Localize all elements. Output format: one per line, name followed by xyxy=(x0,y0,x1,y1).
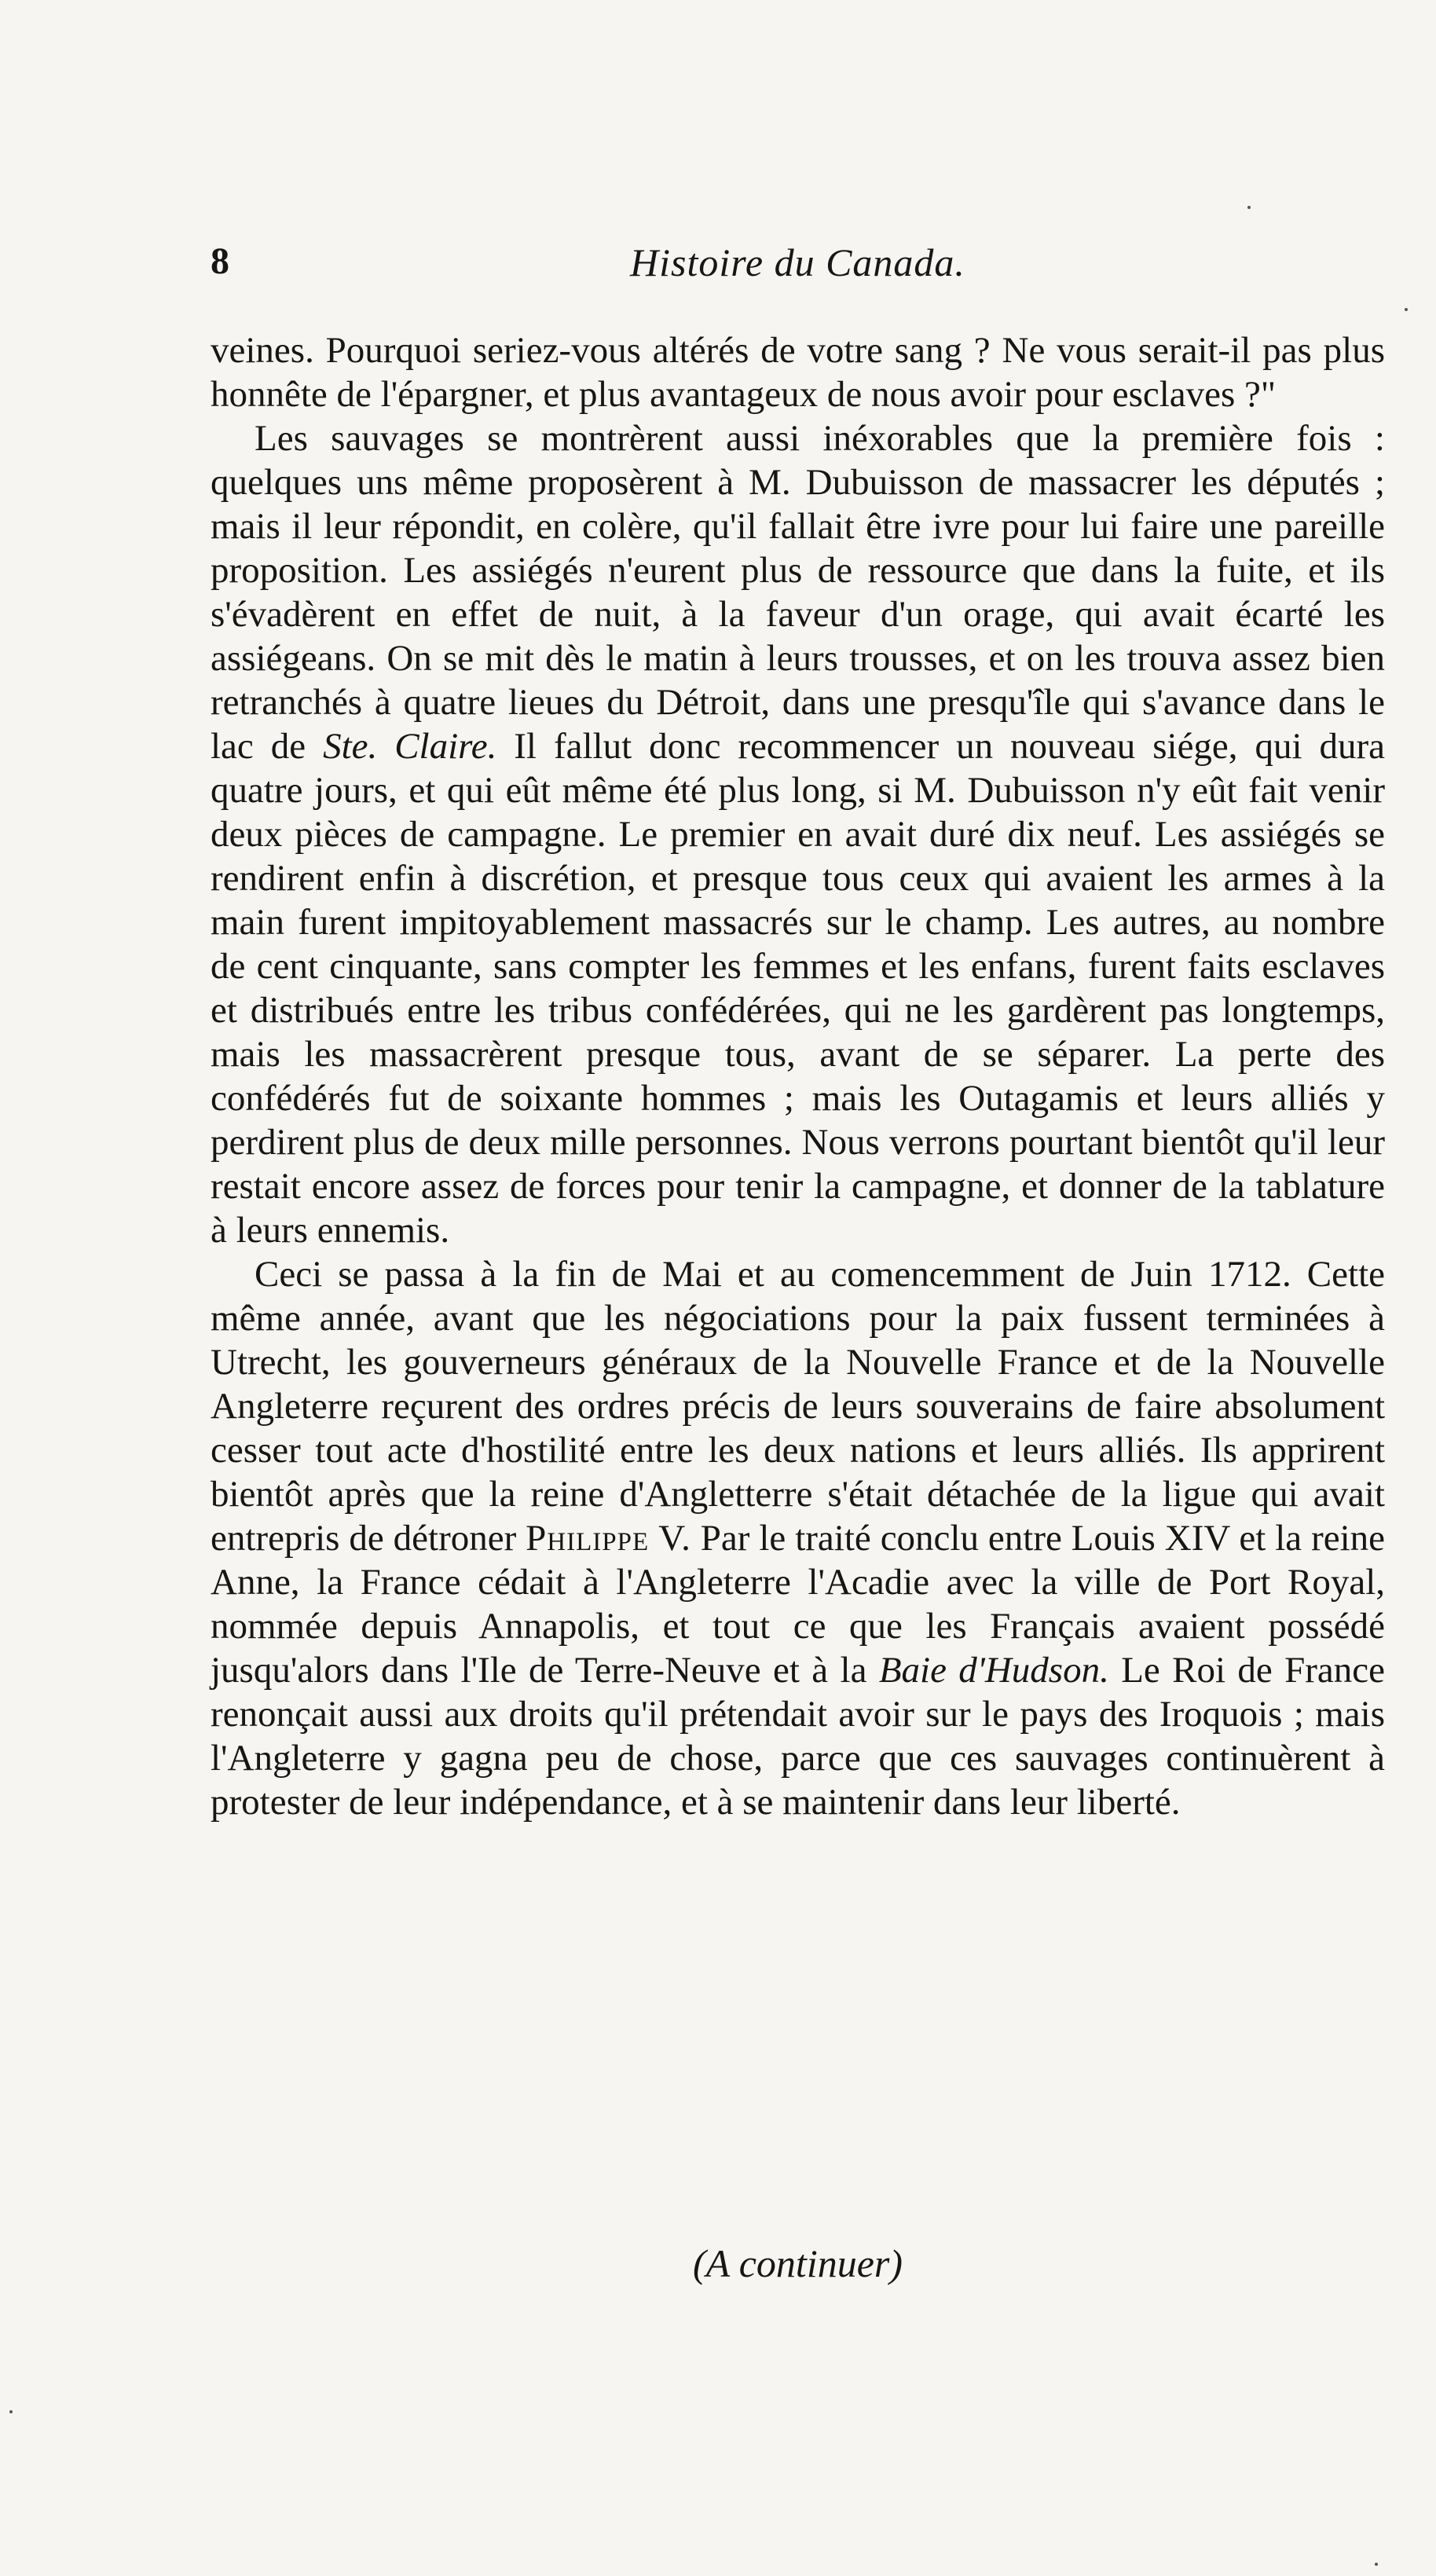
ink-speck xyxy=(1405,308,1408,311)
paragraph-2-text: Les sauvages se montrèrent aussi inéxorables que la première fois : quelques uns même proposèrent à M. Dubuisson de massacrer les députés ; mais il leur répondit, en colère, qu'il fallait être ivre pour lui faire une pareille proposition. Les assiégés n'eurent plus de ressource que dans la fuite, et ils s'évadèrent en effet de nuit, à la faveur d'un orage, qui avait écarté les assiégeans. On se mit dès le matin à leurs trousses, et on les trouva assez bien retranchés à quatre lieues du Détroit, dans une presqu'île qui s'avance dans le lac de xyxy=(211,418,1385,767)
paragraph-1 xyxy=(211,328,1385,416)
paragraph-3-text: Ceci se passa à la fin de Mai et au comencemment de Juin 1712. Cette même année, avant que les négociations pour la paix fussent terminées à Utrecht, les gouverneurs généraux de la Nouvelle France et de la Nouvelle Angleterre reçurent des ordres précis de leurs souverains de faire absolument cesser tout acte d'hostilité entre les deux nations et leurs alliés. Ils apprirent bientôt après que la reine d'Angletterre s'était détachée de la ligue qui avait entrepris de détroner xyxy=(211,1254,1385,1559)
paragraph-1-text: veines. Pourquoi seriez-vous altérés de votre sang ? Ne vous serait-il pas plus honnête de l'épargner, et plus avantageux de nous avoir pour esclaves ?" xyxy=(211,330,1385,415)
ink-speck xyxy=(9,2410,13,2413)
place-name: Ste. Claire. xyxy=(323,726,497,767)
paragraph-2-text-after: Il fallut donc recommencer un nouveau siége, qui dura quatre jours, et qui eût même été plus long, si M. Dubuisson n'y eût fait venir deux pièces de campagne. Le premier en avait duré dix neuf. Les assiégés se rendirent enfin à discrétion, et presque tous ceux qui avaient les armes à la main furent impitoyablement massacrés sur le champ. Les autres, au nombre de cent cinquante, sans compter les femmes et les enfans, furent faits esclaves et distribués entre les tribus confédérées, qui ne les gardèrent pas longtemps, mais les massacrèrent presque tous, avant de se séparer. La perte des confédérés fut de soixante hommes ; mais les Outagamis et leurs alliés y perdirent plus de deux mille personnes. Nous verrons pourtant bientôt qu'il leur restait encore assez de forces pour tenir la campagne, et donner de la tablature à leurs ennemis. xyxy=(211,726,1386,1251)
continuation-note: (A continuer) xyxy=(692,2241,903,2285)
paragraph-3 xyxy=(211,1252,1385,1824)
running-title: Histoire du Canada. xyxy=(630,240,965,284)
running-head xyxy=(211,240,1385,302)
king-name: Philippe V. xyxy=(526,1518,691,1559)
ink-speck xyxy=(1375,2563,1378,2566)
page-number: 8 xyxy=(211,240,229,282)
paragraph-3-text-after: Par le traité conclu entre Louis XIV et la reine Anne, la France cédait à l'Angleterre l'Acadie avec la ville de Port Royal, nommée depuis Annapolis, et tout ce que les Français avaient possédé jusqu'alors dans l'Ile de Terre-Neuve et à la xyxy=(211,1518,1385,1691)
bay-name: Baie d'Hudson. xyxy=(878,1650,1109,1691)
paragraph-3-text-end: Le Roi de France renonçait aussi aux droits qu'il prétendait avoir sur le pays des Iroquois ; mais l'Angleterre y gagna peu de chose, parce que ces sauvages continuèrent à protester de leur indépendance, et à se maintenir dans leur liberté. xyxy=(211,1650,1386,1823)
paragraph-2 xyxy=(211,416,1385,1252)
ink-speck xyxy=(1247,206,1251,209)
body-text xyxy=(211,328,1385,1824)
